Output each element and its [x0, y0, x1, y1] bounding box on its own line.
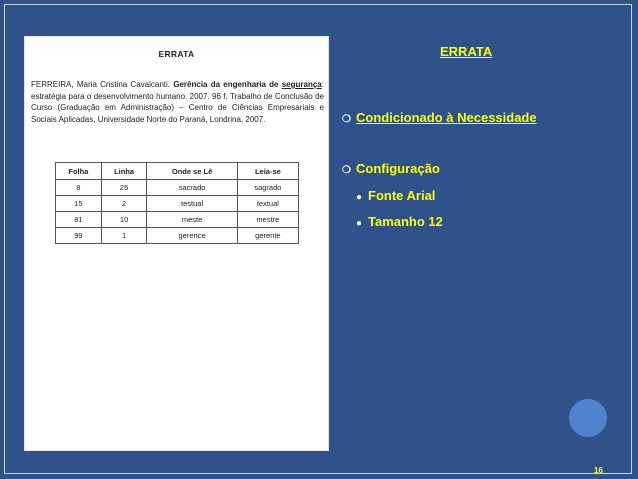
- reference-title-part1: Gerência da engenharia de: [173, 80, 279, 89]
- table-row: [56, 212, 299, 228]
- table-header-row: [56, 163, 299, 180]
- cell-folha: 8: [56, 180, 102, 196]
- reference-author: FERREIRA, Maria Cristina Cavalcanti.: [31, 80, 171, 89]
- sub-bullet-tamanho-label: Tamanho 12: [368, 214, 443, 229]
- decorative-circle: [569, 399, 607, 437]
- ring-bullet-icon: ❍: [342, 165, 351, 176]
- header-folha: Folha: [56, 163, 102, 180]
- cell-linha: 1: [101, 228, 147, 244]
- cell-onde-se-le: gerence: [147, 228, 237, 244]
- table-row: [56, 228, 299, 244]
- cell-linha: 25: [101, 180, 147, 196]
- cell-onde-se-le: testual: [147, 196, 237, 212]
- header-leia-se: Leia-se: [237, 163, 298, 180]
- dot-bullet-icon: ●: [356, 192, 363, 203]
- slide-title: ERRATA: [440, 44, 493, 59]
- cell-folha: 81: [56, 212, 102, 228]
- table-row: [56, 196, 299, 212]
- reference-title-part2: segurança: [281, 80, 322, 89]
- sub-bullet-tamanho: [356, 214, 443, 229]
- cell-onde-se-le: meste: [147, 212, 237, 228]
- bullet-condicionado-label: Condicionado à Necessidade: [356, 110, 537, 125]
- cell-leia-se: mestre: [237, 212, 298, 228]
- cell-leia-se: textual: [237, 196, 298, 212]
- errata-document-image: [25, 37, 328, 450]
- cell-linha: 10: [101, 212, 147, 228]
- document-title: ERRATA: [158, 49, 195, 59]
- reference-details: : estratégia para o desenvolvimento humano. 2007. 96 f. Trabalho de Conclusão de Curso (Graduação em Administração) – Centro de Ciências Empresariais e Sociais Aplicadas, Universidade Norte do Paraná, Londrina, 2007.: [31, 80, 324, 124]
- cell-leia-se: gerente: [237, 228, 298, 244]
- cell-leia-se: sagrado: [237, 180, 298, 196]
- header-onde-se-le: Onde se Lê: [147, 163, 237, 180]
- table-row: [56, 180, 299, 196]
- sub-bullet-fonte: [356, 188, 435, 203]
- bullet-configuracao-label: Configuração: [356, 161, 440, 176]
- cell-onde-se-le: sacrado: [147, 180, 237, 196]
- header-linha: Linha: [101, 163, 147, 180]
- page-number: 16: [594, 466, 603, 475]
- dot-bullet-icon: ●: [356, 218, 363, 229]
- cell-folha: 15: [56, 196, 102, 212]
- bullet-condicionado: [342, 110, 537, 125]
- sub-bullet-fonte-label: Fonte Arial: [368, 188, 436, 203]
- cell-linha: 2: [101, 196, 147, 212]
- cell-folha: 99: [56, 228, 102, 244]
- bullet-configuracao: [342, 161, 440, 176]
- bibliographic-reference: [31, 79, 324, 125]
- errata-table: [55, 162, 299, 244]
- ring-bullet-icon: ❍: [342, 114, 351, 125]
